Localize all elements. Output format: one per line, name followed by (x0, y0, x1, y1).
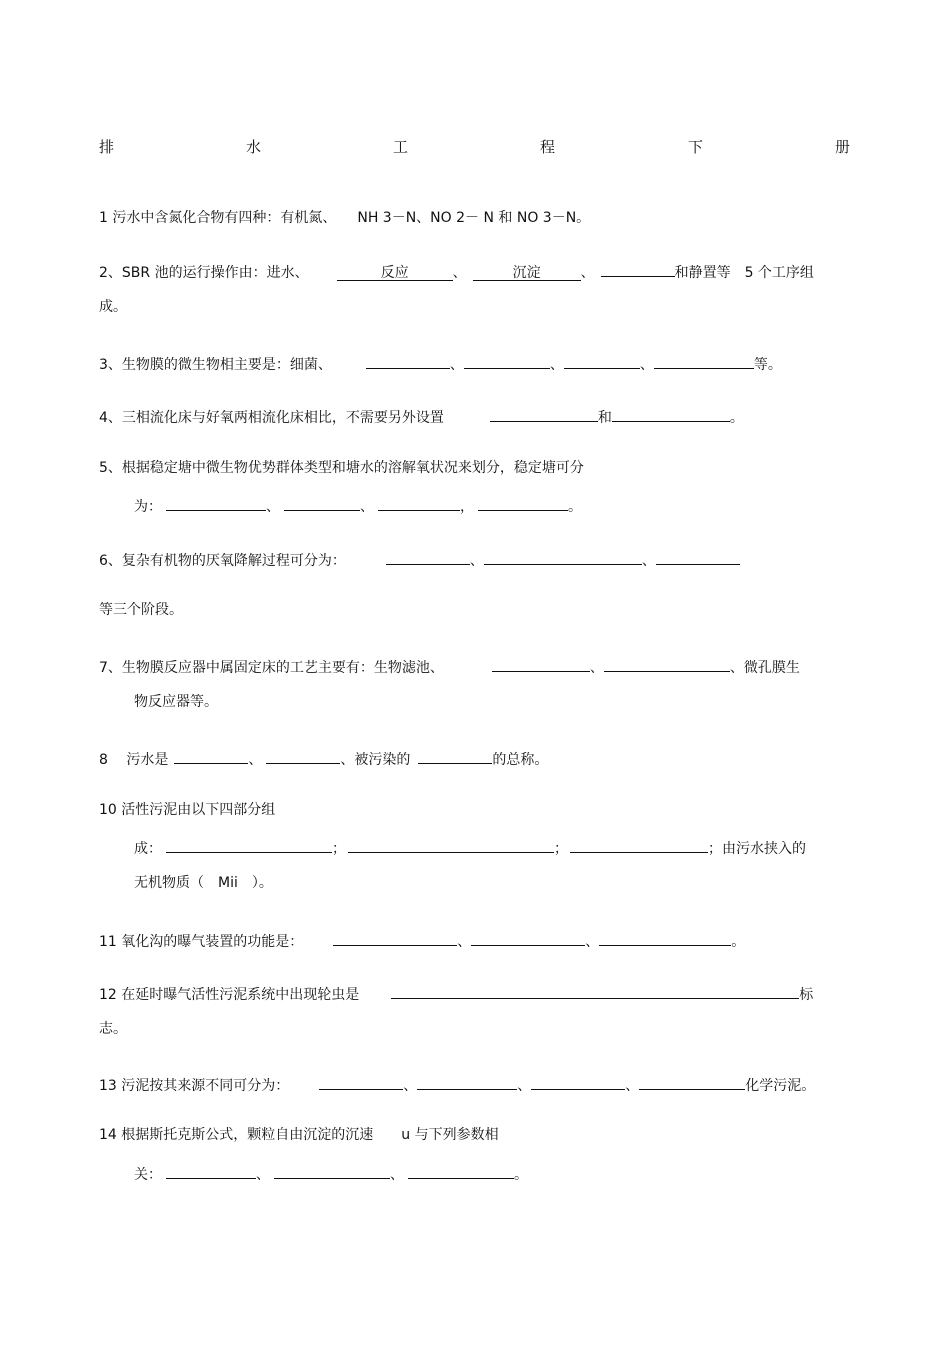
separator: 、 (248, 752, 263, 768)
question-8 (99, 747, 548, 770)
question-7-suffix: 、微孔膜生 (729, 660, 800, 676)
separator: ； (554, 841, 568, 857)
question-13 (99, 1073, 815, 1096)
question-14-prefix: 关： (134, 1167, 162, 1183)
question-10-suffix: ；由污水挟入的 (708, 841, 806, 857)
answer-blank[interactable] (490, 405, 598, 422)
answer-blank[interactable] (333, 929, 457, 946)
separator: 、 (580, 265, 595, 281)
question-1-text: 1 污水中含氮化合物有四种：有机氮、 NH 3－N、NO 2－ N 和 NO 3－N。 (99, 210, 591, 226)
question-5-suffix: 。 (568, 499, 582, 515)
question-10-cont-text: 无机物质（ Mii ）。 (134, 875, 273, 891)
question-6-cont-text: 等三个阶段。 (99, 602, 183, 618)
question-10-continuation (134, 873, 273, 893)
answer-blank[interactable] (654, 352, 754, 369)
question-13-prefix: 13 污泥按其来源不同可分为： (99, 1078, 290, 1094)
answer-blank[interactable] (319, 1073, 403, 1090)
answer-blank[interactable]: 反应 (337, 264, 453, 281)
answer-blank[interactable] (612, 405, 730, 422)
separator: 、 (452, 265, 467, 281)
question-2-cont-text: 成。 (99, 299, 127, 315)
question-5 (99, 458, 584, 478)
separator: 、 (390, 1167, 404, 1183)
question-11-prefix: 11 氧化沟的曝气装置的功能是： (99, 934, 304, 950)
question-7-prefix: 7、生物膜反应器中属固定床的工艺主要有：生物滤池、 (99, 660, 444, 676)
question-5-prefix: 为： (134, 499, 162, 515)
answer-blank[interactable]: 沉淀 (473, 264, 581, 281)
question-6 (99, 548, 740, 571)
question-7-continuation (134, 692, 218, 712)
separator: 、 (469, 553, 484, 569)
separator: 、 (360, 499, 374, 515)
answer-blank[interactable] (408, 1162, 514, 1179)
question-11 (99, 929, 745, 952)
answer-blank[interactable] (166, 494, 266, 511)
title-char: 程 (540, 138, 556, 156)
question-14 (99, 1125, 499, 1145)
question-3-suffix: 等。 (753, 357, 782, 373)
separator: 、 (585, 934, 600, 950)
question-4-prefix: 4、三相流化床与好氧两相流化床相比，不需要另外设置 (99, 410, 444, 426)
separator: 、 (403, 1078, 418, 1094)
answer-blank[interactable] (391, 982, 799, 999)
question-8-suffix: 的总称。 (492, 752, 549, 768)
answer-blank[interactable] (570, 836, 708, 853)
separator: 、 (266, 499, 280, 515)
answer-blank[interactable] (386, 548, 470, 565)
title-char: 册 (835, 138, 851, 156)
separator: 、 (457, 934, 472, 950)
answer-blank[interactable] (599, 929, 731, 946)
question-14-suffix: 。 (514, 1167, 528, 1183)
question-10-answers (134, 836, 806, 859)
question-6-continuation (99, 600, 183, 620)
separator: 、 (625, 1078, 640, 1094)
title-char: 排 (99, 138, 115, 156)
answer-blank[interactable] (378, 494, 460, 511)
question-4-mid: 和 (597, 410, 612, 426)
question-7-cont-text: 物反应器等。 (134, 694, 218, 710)
answer-blank[interactable] (478, 494, 568, 511)
question-12-suffix: 标 (799, 987, 814, 1003)
separator: 、 (549, 357, 564, 373)
separator: 、 (517, 1078, 532, 1094)
separator: 、 (589, 660, 604, 676)
answer-blank[interactable] (417, 1073, 517, 1090)
title-char: 工 (393, 138, 409, 156)
question-2-suffix: 和静置等 5 个工序组 (674, 265, 814, 281)
question-14-line1: 14 根据斯托克斯公式，颗粒自由沉淀的沉速 u 与下列参数相 (99, 1127, 499, 1143)
question-8-prefix: 8 污水是 (99, 752, 169, 768)
question-13-suffix: 化学污泥。 (745, 1078, 816, 1094)
answer-blank[interactable] (492, 655, 590, 672)
answer-blank[interactable] (464, 352, 550, 369)
question-8-mid: 、被污染的 (340, 752, 411, 768)
question-11-suffix: 。 (731, 934, 746, 950)
question-5-line1: 5、根据稳定塘中微生物优势群体类型和塘水的溶解氧状况来划分，稳定塘可分 (99, 460, 584, 476)
answer-blank[interactable] (366, 352, 450, 369)
answer-blank[interactable] (266, 747, 340, 764)
answer-blank[interactable] (604, 655, 730, 672)
question-12-cont-text: 志。 (99, 1021, 127, 1037)
question-1 (99, 208, 590, 228)
separator: 、 (256, 1167, 270, 1183)
separator: ； (332, 841, 346, 857)
question-12-continuation (99, 1019, 127, 1039)
question-10 (99, 800, 275, 820)
question-7 (99, 655, 800, 678)
question-2-prefix: 2、SBR 池的运行操作由：进水、 (99, 265, 309, 281)
page-title (0, 137, 950, 159)
question-12 (99, 982, 813, 1005)
question-6-prefix: 6、复杂有机物的厌氧降解过程可分为： (99, 553, 346, 569)
answer-blank[interactable] (656, 548, 740, 565)
answer-blank[interactable] (471, 929, 585, 946)
question-2-continuation (99, 297, 127, 317)
question-2 (99, 260, 814, 283)
answer-blank[interactable] (174, 747, 248, 764)
question-3 (99, 352, 782, 375)
question-3-prefix: 3、生物膜的微生物相主要是：细菌、 (99, 357, 332, 373)
separator: 、 (641, 553, 656, 569)
question-12-prefix: 12 在延时曝气活性污泥系统中出现轮虫是 (99, 987, 360, 1003)
answer-blank[interactable] (418, 747, 492, 764)
separator: ， (460, 499, 474, 515)
question-4-suffix: 。 (729, 410, 744, 426)
answer-blank[interactable] (284, 494, 360, 511)
question-14-answers (134, 1162, 528, 1185)
question-10-line1: 10 活性污泥由以下四部分组 (99, 802, 276, 818)
answer-blank[interactable] (601, 260, 675, 277)
answer-blank[interactable] (166, 836, 332, 853)
answer-blank[interactable] (274, 1162, 390, 1179)
question-10-prefix: 成： (134, 841, 162, 857)
answer-blank[interactable] (531, 1073, 625, 1090)
answer-blank[interactable] (564, 352, 640, 369)
title-char: 下 (688, 138, 704, 156)
question-5-answers (134, 494, 582, 517)
answer-blank[interactable] (484, 548, 642, 565)
answer-blank[interactable] (639, 1073, 745, 1090)
answer-blank[interactable] (348, 836, 554, 853)
separator: 、 (449, 357, 464, 373)
answer-blank[interactable] (166, 1162, 256, 1179)
title-char: 水 (246, 138, 262, 156)
question-4 (99, 405, 744, 428)
separator: 、 (639, 357, 654, 373)
